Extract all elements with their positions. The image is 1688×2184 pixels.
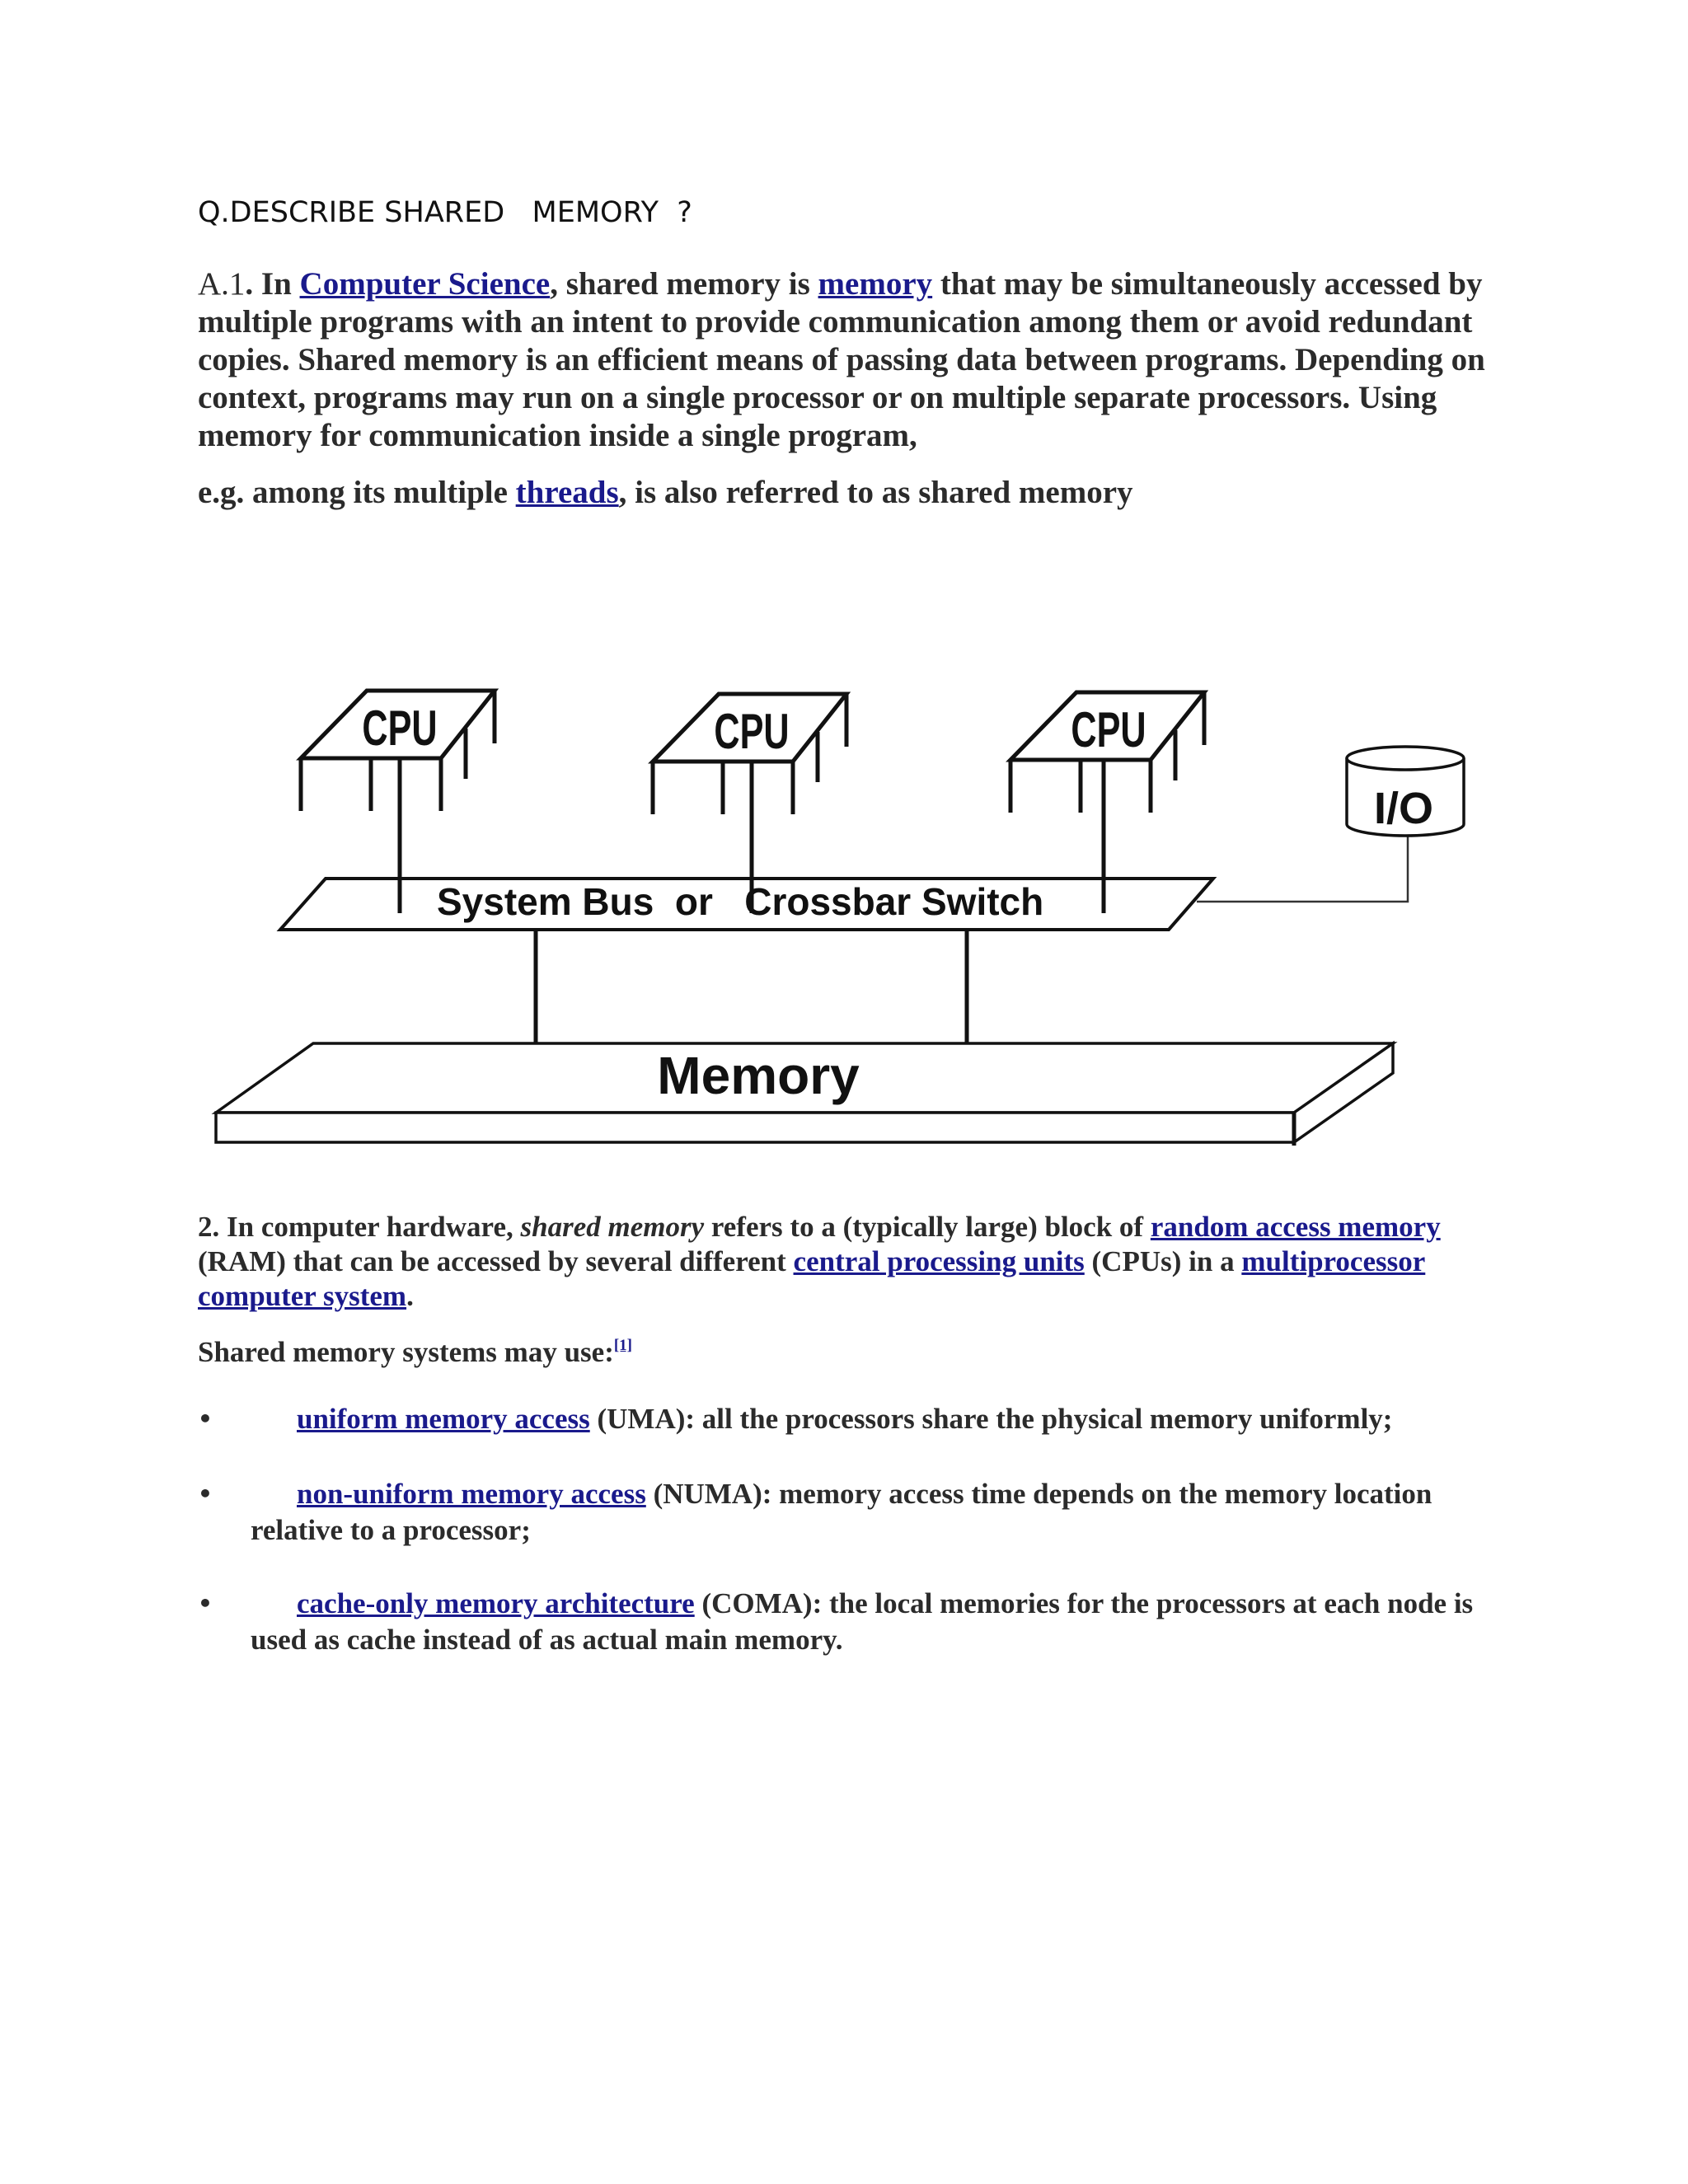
link-computer-science[interactable]: Computer Science (299, 266, 551, 302)
link-central-processing-units[interactable]: central processing units (793, 1245, 1085, 1277)
link-cache-only-memory-architecture[interactable]: cache-only memory architecture (297, 1587, 695, 1619)
bus-label: System Bus or Crossbar Switch (437, 880, 1044, 923)
systems-intro (198, 1329, 632, 1370)
link-non-uniform-memory-access[interactable]: non-uniform memory access (297, 1478, 646, 1510)
answer-1-text: e.g. among its multiple (198, 475, 516, 510)
cpu-label-2: CPU (714, 705, 790, 760)
io-label: I/O (1373, 784, 1434, 833)
bullet-icon: • (198, 1590, 213, 1617)
systems-intro-text: Shared memory systems may use: (198, 1336, 614, 1368)
answer-1-text: that may be simultaneously accessed by multiple programs with an intent to provide communication among them or avoid redundant copies. Shared memory is an efficient means of passing data between programs. Depending on context, programs may run on a single processor or on multiple separate processors. Using memory for communication inside a single program, (198, 266, 1485, 453)
bullet-icon: • (198, 1480, 213, 1507)
shared-memory-term: shared memory (520, 1211, 705, 1243)
answer-2-text: refers to a (typically large) block of (704, 1211, 1151, 1243)
bullet-icon: • (198, 1405, 213, 1432)
link-threads[interactable]: threads (515, 475, 619, 510)
answer-1-number: A.1 (198, 266, 246, 302)
reference-link-1[interactable]: [1] (613, 1337, 633, 1354)
answer-2-text: In computer hardware, (219, 1211, 521, 1243)
answer-2-text: (CPUs) in a (1084, 1245, 1242, 1277)
answer-2-text: . (406, 1280, 414, 1312)
io-connector (1197, 832, 1408, 902)
answer-2-number: 2. (198, 1211, 220, 1243)
list-item-text: (COMA): the local memories for the processors at each node is used as cache instead of as actual main memory. (251, 1587, 1474, 1656)
link-multiprocessor-computer-system[interactable]: multiprocessor computer system (198, 1245, 1426, 1312)
memory-label: Memory (657, 1046, 860, 1105)
answer-2-paragraph (198, 1210, 1517, 1314)
answer-1-text: , shared memory is (550, 266, 818, 302)
answer-2-text: (RAM) that can be accessed by several different (198, 1245, 794, 1277)
link-uniform-memory-access[interactable]: uniform memory access (297, 1403, 590, 1435)
answer-1-text: . In (245, 266, 300, 302)
link-random-access-memory[interactable]: random access memory (1150, 1211, 1441, 1243)
answer-1-text: , is also referred to as shared memory (618, 475, 1133, 510)
list-item-text: (UMA): all the processors share the physical memory uniformly; (589, 1403, 1393, 1435)
cpu-label-3: CPU (1071, 703, 1146, 758)
question-heading: Q.DESCRIBE SHARED MEMORY ? (198, 196, 692, 229)
list-item-text: (NUMA): memory access time depends on the memory location relative to a processor; (251, 1478, 1432, 1546)
cpu-label-1: CPU (362, 701, 438, 757)
link-memory[interactable]: memory (818, 266, 933, 302)
